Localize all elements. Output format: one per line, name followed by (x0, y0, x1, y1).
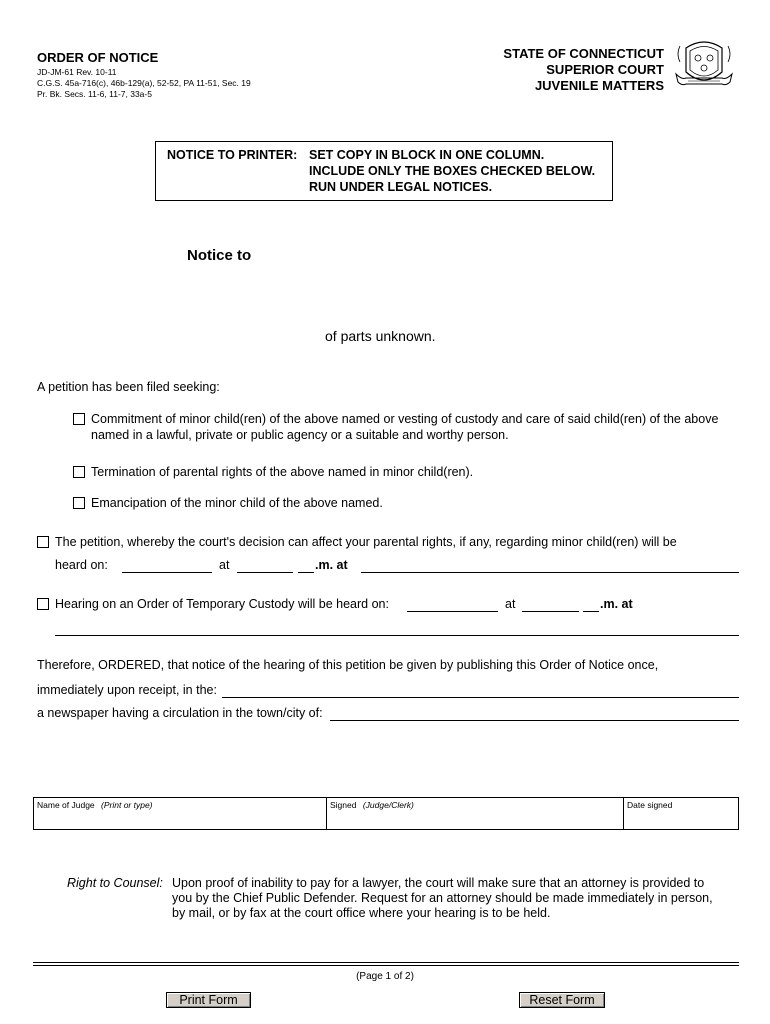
judge-name-label (37, 800, 153, 810)
temp-custody-ampm-field[interactable] (583, 611, 599, 612)
counsel-line3: by mail, or by fax at the court office where your hearing is to be held. (172, 906, 551, 920)
temp-custody-at-label: at (505, 597, 516, 611)
page-number: (Page 1 of 2) (356, 971, 414, 982)
state-name: STATE OF CONNECTICUT (503, 46, 664, 61)
statutes: C.G.S. 45a-716(c), 46b-129(a), 52-52, PA 11-51, Sec. 19 (37, 78, 251, 88)
commitment-checkbox[interactable] (73, 413, 85, 425)
temp-custody-checkbox[interactable] (37, 598, 49, 610)
date-signed-cell[interactable] (624, 798, 738, 829)
termination-checkbox[interactable] (73, 466, 85, 478)
ordered-line1: Therefore, ORDERED, that notice of the hearing of this petition be given by publishing this Order of Notice once, (37, 658, 659, 672)
printer-notice-label: NOTICE TO PRINTER: (167, 148, 298, 162)
emancipation-checkbox[interactable] (73, 497, 85, 509)
termination-text: Termination of parental rights of the above named in minor child(ren). (91, 465, 474, 479)
counsel-line2: you by the Chief Public Defender. Request for an attorney should be made immediately in person, (172, 891, 713, 905)
parts-unknown-text: of parts unknown. (325, 328, 436, 344)
judge-name-cell[interactable] (34, 798, 327, 829)
reset-form-button[interactable]: Reset Form (519, 992, 605, 1008)
printer-notice-line2: INCLUDE ONLY THE BOXES CHECKED BELOW. (309, 164, 596, 178)
temp-custody-date-field[interactable] (407, 611, 498, 612)
town-city-field[interactable] (330, 720, 739, 721)
commitment-text-line1: Commitment of minor child(ren) of the above named or vesting of custody and care of said child(ren) of the above (91, 412, 719, 426)
signed-cell[interactable] (327, 798, 624, 829)
temp-custody-time-field[interactable] (522, 611, 579, 612)
state-seal-icon (672, 38, 736, 94)
division-name: JUVENILE MATTERS (534, 78, 664, 93)
judge-name-label-text: Name of Judge (37, 800, 95, 810)
petition-intro: A petition has been filed seeking: (37, 380, 220, 394)
petition-hearing-checkbox[interactable] (37, 536, 49, 548)
printer-notice-line3: RUN UNDER LEGAL NOTICES. (309, 180, 493, 194)
printer-notice-box (155, 141, 613, 201)
temp-custody-location-field[interactable] (55, 635, 739, 636)
hearing-m-at-label: .m. at (315, 558, 348, 572)
hearing-time-field[interactable] (237, 572, 293, 573)
ordered-line3: a newspaper having a circulation in the town/city of: (37, 706, 323, 720)
ordered-line2: immediately upon receipt, in the: (37, 683, 217, 697)
hearing-date-field[interactable] (122, 572, 212, 573)
temp-custody-m-label: .m. at (600, 597, 633, 611)
emancipation-text: Emancipation of the minor child of the above named. (91, 496, 383, 510)
counsel-line1: Upon proof of inability to pay for a lawyer, the court will make sure that an attorney is provided to (172, 876, 705, 890)
notice-to-heading: Notice to (187, 247, 252, 264)
judge-name-hint: (Print or type) (101, 800, 153, 810)
signed-hint: (Judge/Clerk) (362, 800, 414, 810)
hearing-ampm-field[interactable] (298, 572, 314, 573)
print-form-button[interactable]: Print Form (166, 992, 251, 1008)
footer-rule-top (33, 962, 739, 963)
practice-book: Pr. Bk. Secs. 11-6, 11-7, 33a-5 (37, 89, 152, 99)
counsel-label: Right to Counsel: (67, 876, 163, 890)
signature-table (33, 797, 739, 830)
heard-on-label: heard on: (55, 558, 108, 572)
hearing-at-label: at (219, 558, 230, 572)
form-title: ORDER OF NOTICE (37, 50, 159, 65)
date-signed-label: Date signed (627, 800, 673, 810)
printer-notice-line1: SET COPY IN BLOCK IN ONE COLUMN. (309, 148, 545, 162)
hearing-location-field[interactable] (361, 572, 739, 573)
signed-label-text: Signed (330, 800, 357, 810)
petition-hearing-text: The petition, whereby the court's decision can affect your parental rights, if any, regarding minor child(ren) will be (55, 535, 677, 549)
form-number: JD-JM-61 Rev. 10-11 (37, 67, 117, 77)
signed-label (330, 800, 414, 810)
footer-rule-bottom (33, 965, 739, 966)
court-name: SUPERIOR COURT (546, 62, 664, 77)
newspaper-field[interactable] (222, 697, 739, 698)
temp-custody-text: Hearing on an Order of Temporary Custody will be heard on: (55, 597, 389, 611)
commitment-text-line2: named in a lawful, private or public agency or a suitable and worthy person. (91, 428, 509, 442)
